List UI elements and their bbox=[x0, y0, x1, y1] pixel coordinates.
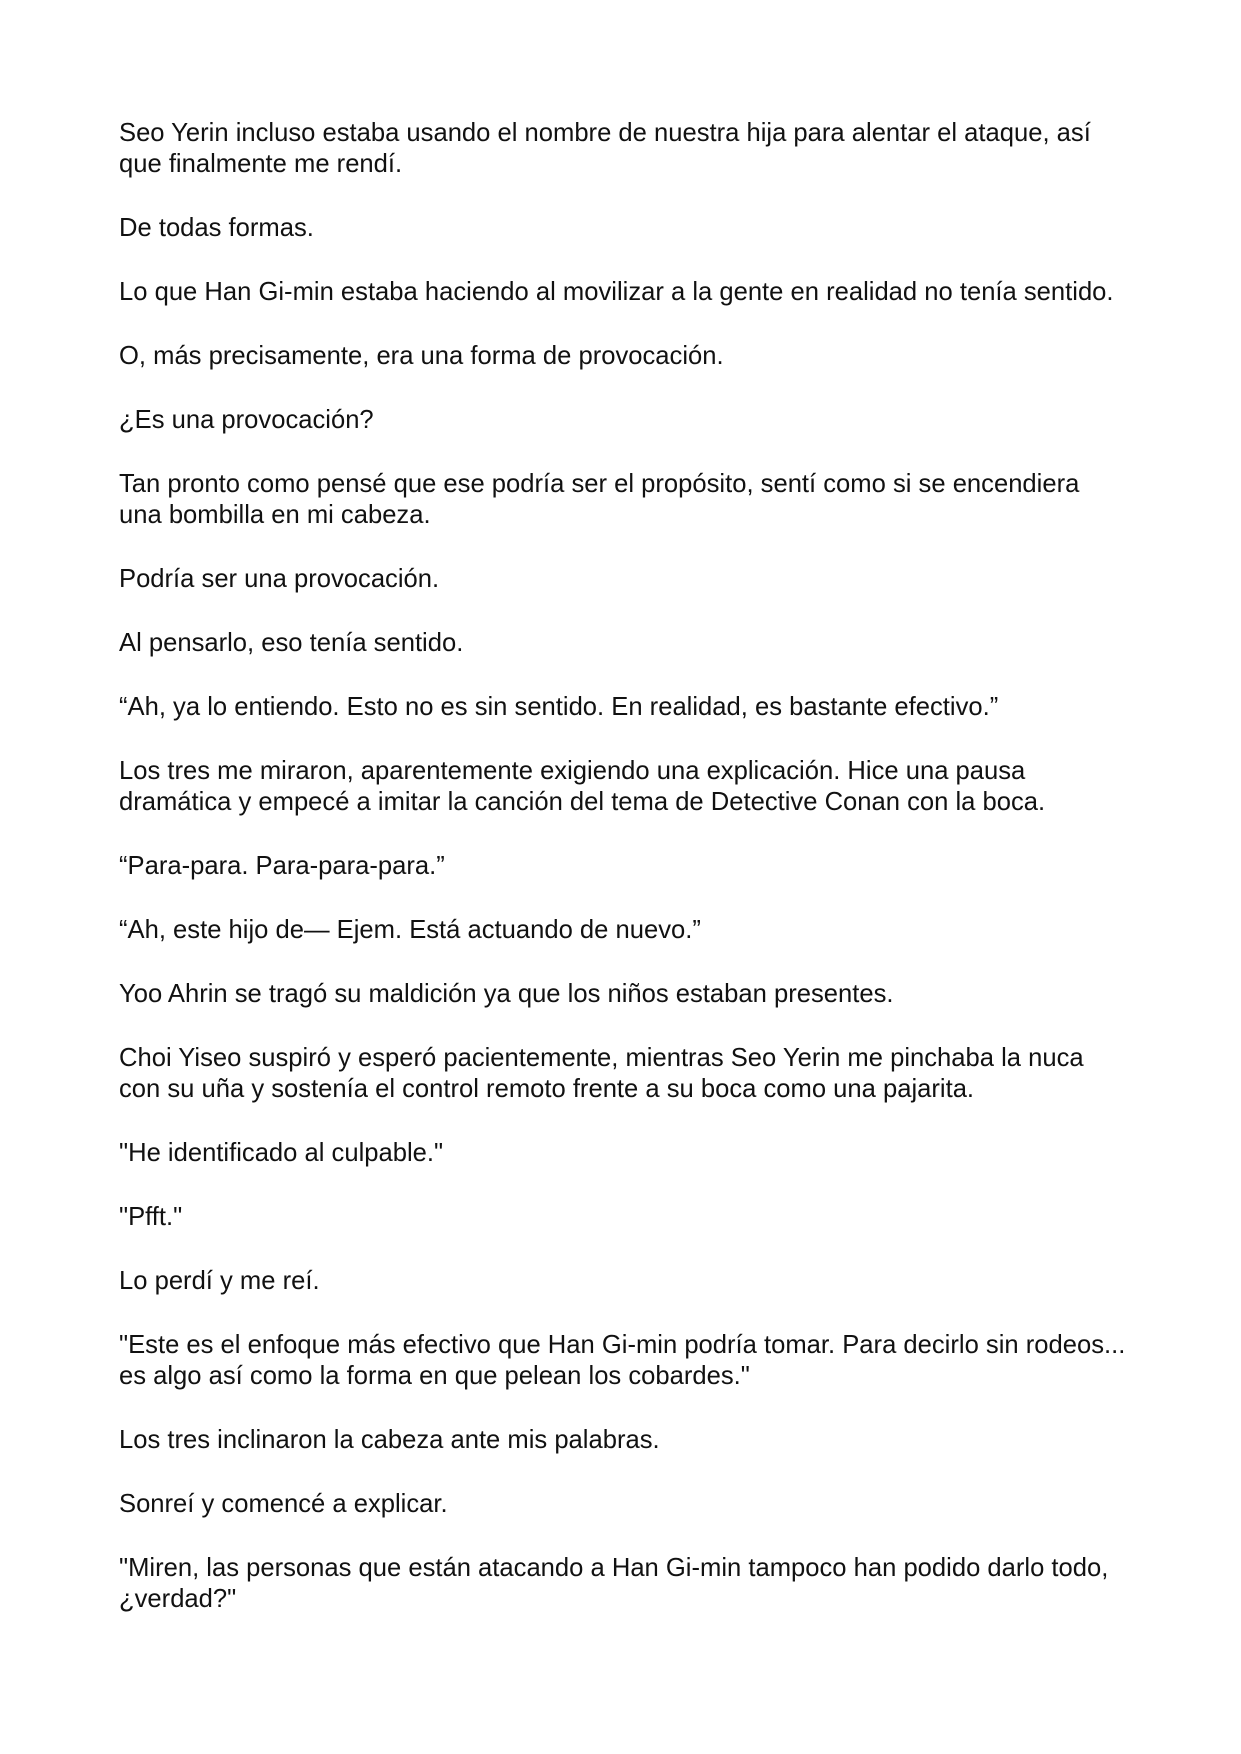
paragraph: “Ah, ya lo entiendo. Esto no es sin sentido. En realidad, es bastante efectivo.” bbox=[119, 693, 999, 721]
paragraph: Choi Yiseo suspiró y esperó pacientemente, mientras Seo Yerin me pinchaba la nuca con su uña y sostenía el control remoto frente a su boca como una pajarita. bbox=[119, 1044, 1084, 1103]
paragraph: “Ah, este hijo de— Ejem. Está actuando de nuevo.” bbox=[119, 916, 701, 944]
paragraph: Al pensarlo, eso tenía sentido. bbox=[119, 629, 464, 657]
paragraph: "He identificado al culpable." bbox=[119, 1139, 444, 1167]
paragraph: De todas formas. bbox=[119, 214, 314, 242]
paragraph: Tan pronto como pensé que ese podría ser el propósito, sentí como si se encendiera una bombilla en mi cabeza. bbox=[119, 470, 1080, 529]
paragraph: Seo Yerin incluso estaba usando el nombre de nuestra hija para alentar el ataque, así que finalmente me rendí. bbox=[119, 119, 1091, 178]
paragraph: "Pfft." bbox=[119, 1203, 183, 1231]
paragraph: Los tres me miraron, aparentemente exigiendo una explicación. Hice una pausa dramática y empecé a imitar la canción del tema de Detective Conan con la boca. bbox=[119, 757, 1046, 816]
paragraph: ¿Es una provocación? bbox=[119, 406, 374, 434]
paragraph: Lo perdí y me reí. bbox=[119, 1267, 320, 1295]
paragraph: “Para-para. Para-para-para.” bbox=[119, 852, 445, 880]
paragraph: Sonreí y comencé a explicar. bbox=[119, 1490, 448, 1518]
document-body bbox=[119, 118, 1129, 1648]
paragraph: "Este es el enfoque más efectivo que Han Gi-min podría tomar. Para decirlo sin rodeos... es algo así como la forma en que pelean los cobardes." bbox=[119, 1331, 1126, 1390]
paragraph: O, más precisamente, era una forma de provocación. bbox=[119, 342, 724, 370]
paragraph: Lo que Han Gi-min estaba haciendo al movilizar a la gente en realidad no tenía sentido. bbox=[119, 278, 1114, 306]
paragraph: Los tres inclinaron la cabeza ante mis palabras. bbox=[119, 1426, 660, 1454]
paragraph: "Miren, las personas que están atacando a Han Gi-min tampoco han podido darlo todo, ¿verdad?" bbox=[119, 1554, 1109, 1613]
paragraph: Yoo Ahrin se tragó su maldición ya que los niños estaban presentes. bbox=[119, 980, 894, 1008]
paragraph: Podría ser una provocación. bbox=[119, 565, 440, 593]
